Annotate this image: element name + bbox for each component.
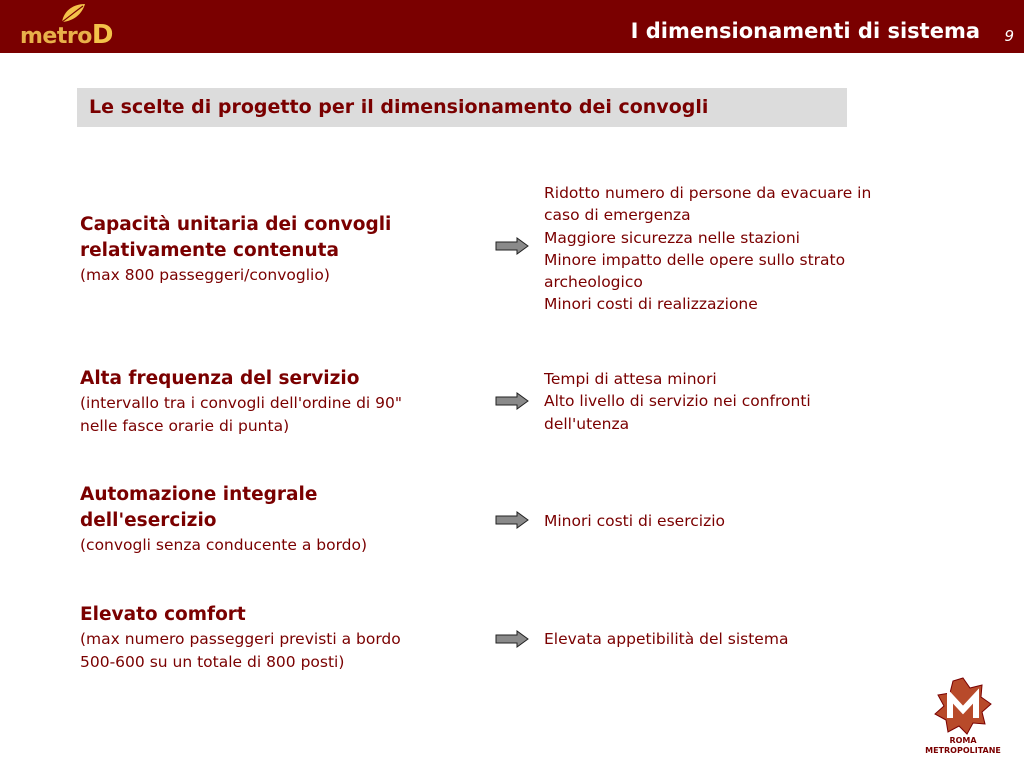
effect-line: Alto livello di servizio nei confronti <box>544 392 811 411</box>
choice-text <box>80 482 475 557</box>
header-title: I dimensionamenti di sistema <box>630 19 980 43</box>
effect-line: Minore impatto delle opere sullo strato <box>544 250 846 269</box>
right-arrow-icon <box>495 392 529 410</box>
choice-text <box>80 366 475 437</box>
effect-line: Maggiore sicurezza nelle stazioni <box>544 228 800 247</box>
choice-title-line: relativamente contenuta <box>80 240 339 261</box>
emblem-caption-line1: ROMA <box>949 736 977 745</box>
m-star-emblem-icon <box>933 676 993 736</box>
metrod-logo <box>20 4 120 48</box>
right-arrow-icon <box>495 237 529 255</box>
effect-line: Tempi di attesa minori <box>544 370 717 388</box>
choice-subtitle-line: (max numero passeggeri previsti a bordo <box>80 630 401 648</box>
header-bar <box>0 0 1024 53</box>
effect-line: archeologico <box>544 273 643 292</box>
effect-line: Elevata appetibilità del sistema <box>544 630 789 648</box>
effect-line: Ridotto numero di persone da evacuare in <box>544 184 872 202</box>
choice-title-line: Alta frequenza del servizio <box>80 368 360 389</box>
emblem-caption-line2: METROPOLITANE <box>925 745 1001 755</box>
effect-line: caso di emergenza <box>544 206 691 225</box>
choice-subtitle-line: 500-600 su un totale di 800 posti) <box>80 652 345 671</box>
right-arrow-icon <box>495 511 529 529</box>
choice-subtitle-line: (max 800 passeggeri/convoglio) <box>80 266 330 284</box>
choice-subtitle-line: nelle fasce orarie di punta) <box>80 416 290 435</box>
choice-title-line: dell'esercizio <box>80 510 217 531</box>
choice-title-line: Automazione integrale <box>80 484 318 505</box>
effect-list <box>544 628 944 650</box>
effect-list <box>544 368 944 435</box>
choice-text <box>80 602 475 673</box>
choice-subtitle-line: (intervallo tra i convogli dell'ordine di 90" <box>80 394 403 412</box>
effect-line: Minori costi di esercizio <box>544 512 725 530</box>
effect-line: Minori costi di realizzazione <box>544 295 758 314</box>
right-arrow-icon <box>495 630 529 648</box>
effect-list <box>544 510 944 532</box>
section-title: Le scelte di progetto per il dimensionamento dei convogli <box>89 96 709 118</box>
logo-text-d: D <box>91 20 113 50</box>
choice-text <box>80 212 475 287</box>
logo-text-metro: metro <box>20 24 92 49</box>
choice-subtitle-line: (convogli senza conducente a bordo) <box>80 536 368 554</box>
choice-title-line: Elevato comfort <box>80 604 246 625</box>
section-title-box <box>77 88 847 127</box>
page-number: 9 <box>1004 27 1014 45</box>
effect-list <box>544 182 944 316</box>
choice-title-line: Capacità unitaria dei convogli <box>80 214 392 235</box>
effect-line: dell'utenza <box>544 414 630 433</box>
roma-metropolitane-logo <box>918 676 1008 760</box>
